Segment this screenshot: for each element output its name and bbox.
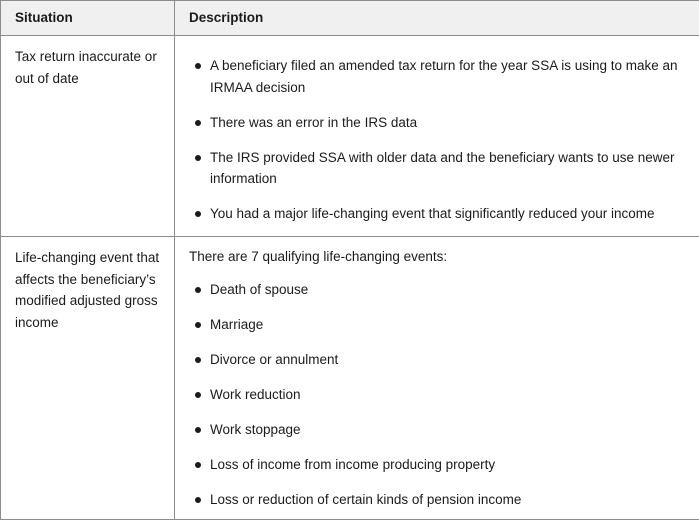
list-item-text: Work stoppage [210,422,301,437]
list-item-text: You had a major life-changing event that significantly reduced your income [210,206,655,221]
description-bullet-list [189,279,689,511]
list-item [189,349,689,371]
list-item-text: Loss or reduction of certain kinds of pension income [210,492,522,507]
bullet-icon [195,497,201,503]
description-bullet-list [189,55,689,225]
bullet-icon [195,392,201,398]
list-item-text: Divorce or annulment [210,352,339,367]
header-row [1,1,699,36]
list-item-text: Marriage [210,317,264,332]
list-item-text: A beneficiary filed an amended tax return for the year SSA is using to make an IRMAA decision [210,58,678,95]
list-item [189,489,689,511]
bullet-icon [195,287,201,293]
list-item-text: Death of spouse [210,282,309,297]
table-row [1,36,699,237]
list-item [189,112,689,134]
bullet-icon [195,322,201,328]
bullet-icon [195,427,201,433]
table-row [1,237,699,520]
list-item [189,147,689,190]
list-item [189,314,689,336]
list-item-text: Work reduction [210,387,301,402]
description-intro: There are 7 qualifying life-changing events: [189,249,448,264]
bullet-icon [195,120,201,126]
situation-cell [1,36,175,237]
description-cell [175,36,699,237]
list-item [189,454,689,476]
bullet-icon [195,462,201,468]
bullet-icon [195,357,201,363]
situation-text: Life-changing event that affects the beneficiary’s modified adjusted gross income [15,250,160,330]
list-item [189,384,689,406]
list-item [189,279,689,301]
description-cell [175,237,699,520]
list-item-text: There was an error in the IRS data [210,114,418,130]
list-item-text: The IRS provided SSA with older data and the beneficiary wants to use newer information [210,149,675,186]
list-item [189,203,689,225]
list-item [189,419,689,441]
bullet-icon [195,155,201,161]
situation-column-header: Situation [1,1,175,36]
list-item-text: Loss of income from income producing property [210,457,496,472]
situation-text: Tax return inaccurate or out of date [15,49,157,86]
bullet-icon [195,211,201,217]
description-column-header: Description [175,1,699,36]
list-item [189,55,689,98]
situation-cell [1,237,175,520]
bullet-icon [195,63,201,69]
